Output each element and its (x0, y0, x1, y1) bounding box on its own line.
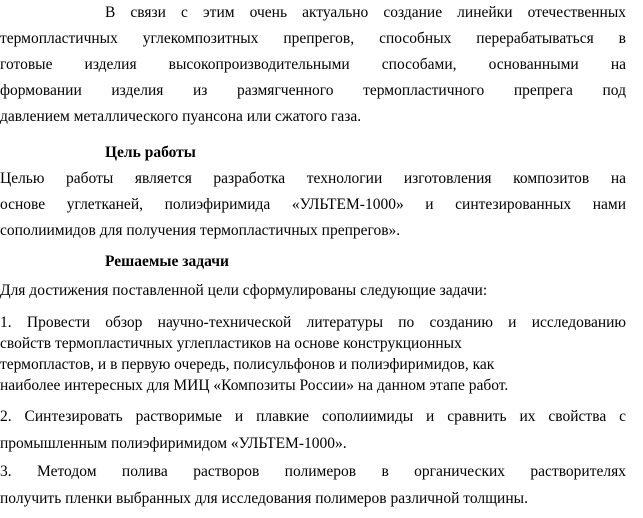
goal-paragraph (0, 166, 626, 244)
text-line: промышленным полиэфиримидом «УЛЬТЕМ-1000». (0, 435, 347, 452)
tasks-heading: Решаемые задачи (105, 253, 229, 270)
text-line: готовые изделия высокопроизводительными способами, основанными на (0, 56, 626, 73)
text-line: наиболее интересных для МИЦ «Композиты России» на данном этапе работ. (0, 377, 509, 394)
text-line: 1. Провести обзор научно-технической литературы по созданию и исследованию (0, 314, 626, 331)
task-item (0, 458, 626, 512)
text-line: Целью работы является разработка технологии изготовления композитов на (0, 170, 626, 187)
text-line: В связи с этим очень актуально создание линейки отечественных (105, 4, 626, 21)
goal-heading: Цель работы (105, 144, 196, 161)
text-line: давлением металлического пуансона или сжатого газа. (0, 108, 362, 125)
text-line: 3. Методом полива растворов полимеров в органических растворителях (0, 463, 626, 480)
text-line: термопластичных углекомпозитных препрегов, способных перерабатываться в (0, 30, 626, 47)
task-item (0, 403, 626, 457)
text-line: термопластов, и в первую очередь, полисульфонов и полиэфиримидов, как (0, 356, 495, 373)
text-line: основе углетканей, полиэфиримида «УЛЬТЕМ-1000» и синтезированных нами (0, 196, 626, 213)
text-line: сополиимидов для получения термопластичных препрегов». (0, 222, 401, 239)
intro-paragraph (0, 0, 626, 130)
text-line: 2. Синтезировать растворимые и плавкие сополиимиды и сравнить их свойства с (0, 408, 626, 425)
text-line: формовании изделия из размягченного термопластичного препрега под (0, 82, 626, 99)
tasks-intro: Для достижения поставленной цели сформулированы следующие задачи: (0, 282, 488, 299)
text-line: свойств термопластичных углепластиков на основе конструкционных (0, 335, 462, 352)
task-item (0, 312, 626, 396)
text-line: получить пленки выбранных для исследования полимеров различной толщины. (0, 490, 528, 507)
